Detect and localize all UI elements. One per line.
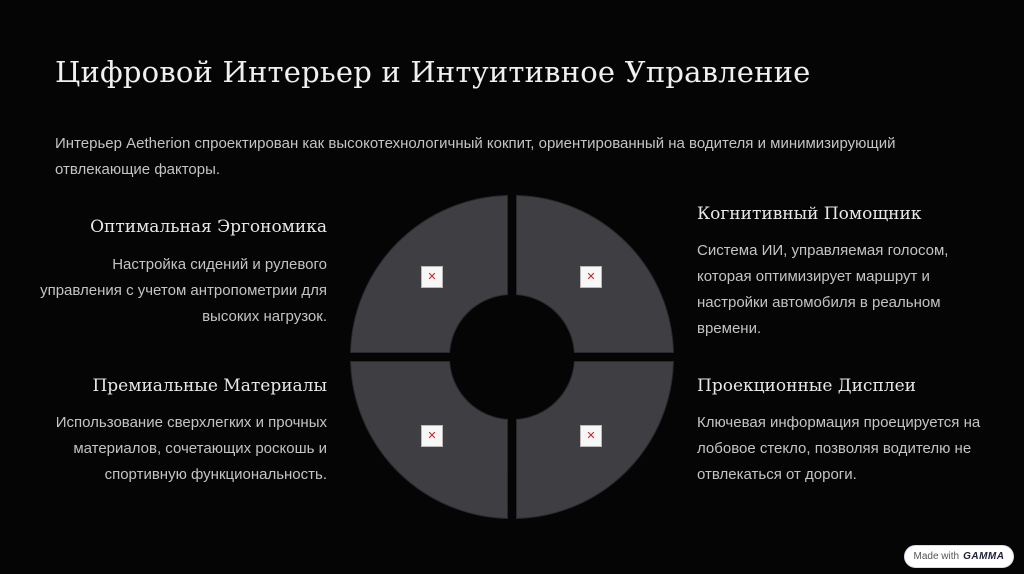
feature-text-materials: Использование сверхлегких и прочных материалов, сочетающих роскошь и спортивную функциональность. xyxy=(55,414,327,483)
made-with-label: Made with xyxy=(913,551,960,562)
feature-text-assistant: Система ИИ, управляемая голосом, которая оптимизирует маршрут и настройки автомобиля в реальном времени. xyxy=(697,242,949,337)
broken-image-icon xyxy=(421,266,443,288)
feature-text-ergonomics: Настройка сидений и рулевого управления с учетом антропометрии для высоких нагрузок. xyxy=(40,256,327,325)
made-with-gamma-badge[interactable] xyxy=(904,545,1014,568)
intro-paragraph: Интерьер Aetherion спроектирован как высокотехнологичный кокпит, ориентированный на водителя и минимизирующий отвлекающие факторы. xyxy=(55,135,896,178)
feature-title-assistant: Когнитивный Помощник xyxy=(697,204,922,224)
page-title: Цифровой Интерьер и Интуитивное Управление xyxy=(55,55,811,89)
quadrant-ring-svg xyxy=(350,195,674,519)
broken-image-icon xyxy=(421,425,443,447)
quadrant-ring-diagram xyxy=(350,195,674,519)
broken-image-icon xyxy=(580,266,602,288)
feature-title-materials: Премиальные Материалы xyxy=(92,376,327,396)
gamma-logo: GAMMA xyxy=(963,551,1005,562)
feature-title-displays: Проекционные Дисплеи xyxy=(697,376,916,396)
feature-text-displays: Ключевая информация проецируется на лобовое стекло, позволяя водителю не отвлекаться от дороги. xyxy=(697,414,981,483)
broken-image-icon xyxy=(580,425,602,447)
feature-title-ergonomics: Оптимальная Эргономика xyxy=(90,217,327,237)
